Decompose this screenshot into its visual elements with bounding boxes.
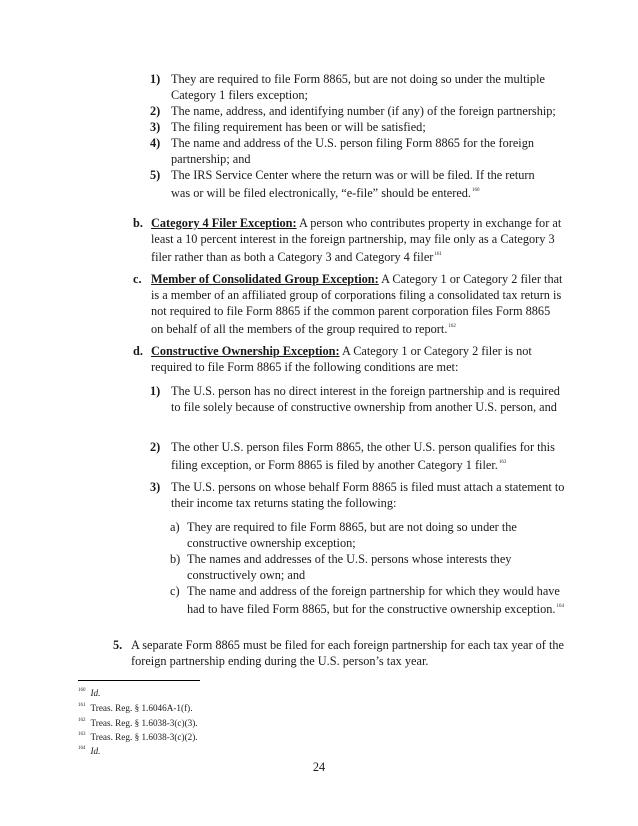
list-text: The names and addresses of the U.S. persons whose interests they constructively own; and: [187, 552, 512, 582]
list-text: The IRS Service Center where the return was or will be filed. If the return was or will be filed electronically, “e-file” should be entered.: [171, 168, 535, 200]
section-letter: c.: [133, 272, 142, 286]
list-number: 3): [150, 120, 161, 134]
footnote-ref: 163: [498, 460, 507, 465]
section-text: A Category 1 or Category 2 filer that is a member of an affiliated group of corporations filing a consolidated tax return is not required to file Form 8865 if the common parent corporation files Form 8865 on behalf of all the members of the group required to report.: [151, 272, 563, 336]
list-number: 3): [150, 480, 161, 494]
list-text: The filing requirement has been or will be satisfied;: [171, 120, 426, 134]
footnote-text: Treas. Reg. § 1.6046A-1(f).: [90, 703, 193, 713]
footnote: [78, 715, 198, 729]
section-text: A Category 1 or Category 2 filer is not required to file Form 8865 if the following conditions are met:: [151, 344, 532, 374]
list-text: The U.S. person has no direct interest in the foreign partnership and is required to file solely because of constructive ownership from another U.S. person, and: [171, 384, 560, 414]
list-item: [150, 135, 550, 167]
list-item: [150, 103, 580, 119]
footnote: [78, 700, 193, 714]
list-number: 1): [150, 384, 161, 398]
footnote-text: Treas. Reg. § 1.6038-3(c)(3).: [90, 718, 198, 728]
section-letter: b.: [133, 216, 143, 230]
footnote-number: 160: [78, 688, 86, 693]
footnote-number: 161: [78, 703, 86, 708]
list-letter: c): [170, 584, 180, 598]
list-text: They are required to file Form 8865, but are not doing so under the multiple Category 1 filers exception;: [171, 72, 545, 102]
list-item: [150, 383, 565, 415]
list-item: [150, 479, 565, 511]
section-letter: d.: [133, 344, 143, 358]
footnote-text: Id.: [90, 688, 101, 698]
footnote-number: 164: [78, 746, 86, 751]
list-text: A separate Form 8865 must be filed for each foreign partnership for each tax year of the foreign partnership ending during the U.S. person’s tax year.: [131, 638, 564, 668]
footnote-ref: 160: [472, 188, 480, 193]
footnote-separator: [78, 680, 200, 681]
list-text: The name and address of the foreign partnership for which they would have had to have filed Form 8865, but for the constructive ownership exception.: [187, 584, 560, 616]
footnote: [78, 685, 100, 699]
section-b: [133, 215, 565, 265]
list-number: 2): [150, 440, 161, 454]
list-text: The name and address of the U.S. person filing Form 8865 for the foreign partnership; and: [171, 136, 535, 166]
footnote-ref: 162: [448, 324, 456, 329]
list-item: [150, 167, 550, 201]
footnote-ref: 161: [434, 252, 442, 257]
footnote: [78, 743, 100, 757]
section-heading: Member of Consolidated Group Exception:: [151, 272, 379, 286]
list-letter: b): [170, 552, 181, 566]
footnote-text: Treas. Reg. § 1.6038-3(c)(2).: [90, 732, 198, 742]
section-d: [133, 343, 565, 375]
section-heading: Constructive Ownership Exception:: [151, 344, 340, 358]
list-number: 5.: [113, 638, 123, 652]
footnote-ref: 164: [556, 604, 564, 609]
list-item: [170, 519, 565, 551]
list-text: The U.S. persons on whose behalf Form 8865 is filed must attach a statement to their income tax returns stating the following:: [171, 480, 565, 510]
list-item: [113, 637, 565, 669]
section-heading: Category 4 Filer Exception:: [151, 216, 297, 230]
list-number: 1): [150, 72, 161, 86]
list-number: 2): [150, 104, 161, 118]
list-item: [170, 551, 565, 583]
list-item: [150, 439, 565, 473]
section-text: A person who contributes property in exchange for at least a 10 percent interest in the foreign partnership, may file only as a Category 3 filer rather than as both a Category 3 and Category 4 filer: [151, 216, 562, 264]
footnote-text: Id.: [90, 746, 101, 756]
list-text: The other U.S. person files Form 8865, the other U.S. person qualifies for this filing exception, or Form 8865 is filed by another Category 1 filer.: [171, 440, 555, 472]
list-number: 5): [150, 168, 161, 182]
footnote-number: 163: [78, 732, 86, 737]
list-text: They are required to file Form 8865, but are not doing so under the constructive ownership exception;: [187, 520, 517, 550]
list-item: [170, 583, 565, 617]
list-letter: a): [170, 520, 180, 534]
list-number: 4): [150, 136, 161, 150]
section-c: [133, 271, 565, 337]
footnote: [78, 729, 198, 743]
list-item: [150, 119, 580, 135]
page-number: 24: [312, 760, 326, 774]
list-text: The name, address, and identifying number (if any) of the foreign partnership;: [171, 104, 556, 118]
footnote-number: 162: [78, 718, 86, 723]
list-item: [150, 71, 550, 103]
